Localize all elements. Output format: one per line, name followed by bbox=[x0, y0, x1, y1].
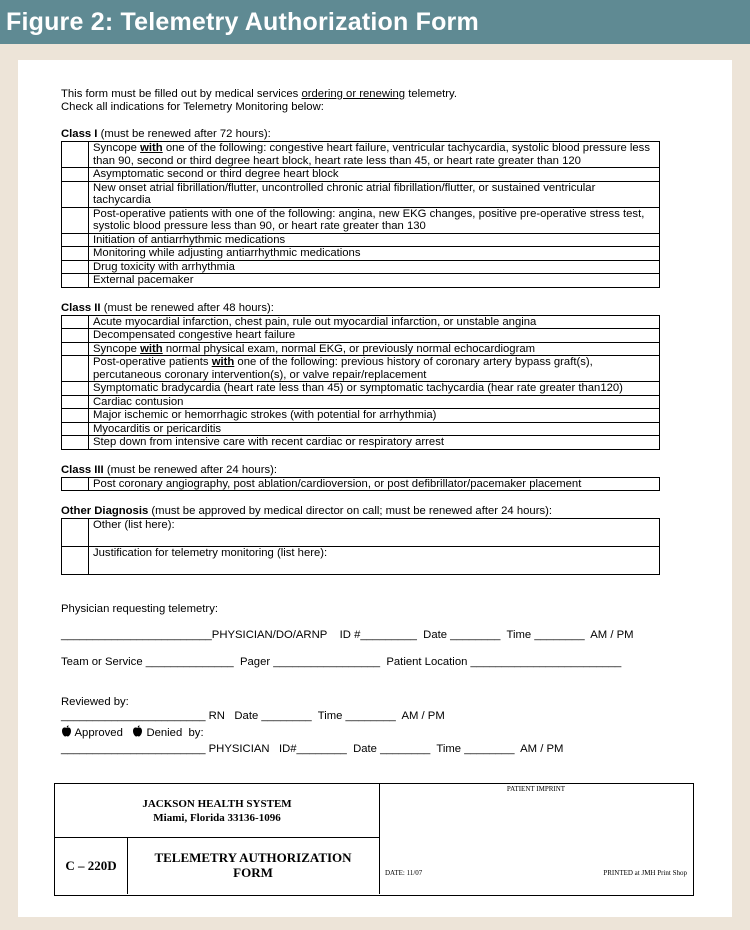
denied-label: Denied bbox=[146, 727, 183, 739]
checkbox-cell[interactable] bbox=[62, 168, 89, 182]
indication-text: Post coronary angiography, post ablation/cardioversion, or post defibrillator/pacemaker placement bbox=[89, 477, 660, 491]
indication-text: Syncope with one of the following: congestive heart failure, ventricular tachycardia, systolic blood pressure less than 90, second or third degree heart block, heart rate less than 45, or heart rate greater than 120 bbox=[89, 142, 660, 168]
organization-address: Miami, Florida 33136-1096 bbox=[153, 812, 281, 824]
table-row bbox=[62, 142, 660, 168]
form-title-line1: TELEMETRY AUTHORIZATION bbox=[154, 850, 352, 865]
checkbox-cell[interactable] bbox=[62, 207, 89, 233]
table-row bbox=[62, 233, 660, 247]
class3-heading: Class III (must be renewed after 24 hours): bbox=[61, 463, 278, 476]
other-heading: Other Diagnosis (must be approved by medical director on call; must be renewed after 24 hours): bbox=[61, 505, 553, 517]
intro-line1-underlined: ordering or renewing bbox=[301, 88, 406, 100]
indication-text: Symptomatic bradycardia (heart rate less than 45) or symptomatic tachycardia (hear rate greater than120) bbox=[89, 382, 660, 396]
form-title-line2: FORM bbox=[233, 865, 273, 880]
indication-text: Step down from intensive care with recent cardiac or respiratory arrest bbox=[89, 436, 660, 450]
apple-icon[interactable] bbox=[132, 725, 143, 737]
apple-icon[interactable] bbox=[61, 725, 72, 737]
indication-text: Acute myocardial infarction, chest pain, rule out myocardial infarction, or unstable angina bbox=[89, 315, 660, 329]
indication-text: New onset atrial fibrillation/flutter, uncontrolled chronic atrial fibrillation/flutter, or sustained ventricular tachycardia bbox=[89, 181, 660, 207]
table-row bbox=[62, 260, 660, 274]
team-service-line[interactable]: Team or Service ______________ Pager _________________ Patient Location ________________________ bbox=[61, 656, 622, 668]
checkbox-cell[interactable] bbox=[62, 315, 89, 329]
intro-line1-end: telemetry. bbox=[405, 88, 457, 100]
table-row bbox=[62, 274, 660, 288]
intro-line1-start: This form must be filled out by medical services bbox=[61, 88, 302, 100]
form-footer bbox=[54, 783, 694, 896]
other-table bbox=[61, 518, 660, 575]
intro-text bbox=[61, 88, 701, 114]
checkbox-cell[interactable] bbox=[62, 329, 89, 343]
indication-text: Post-operative patients with one of the following: angina, new EKG changes, positive pre-operative stress test, systolic blood pressure less than 90, or heart rate greater than 130 bbox=[89, 207, 660, 233]
class1-table bbox=[61, 141, 660, 288]
indication-text: Justification for telemetry monitoring (list here): bbox=[89, 547, 660, 575]
physician-review-line[interactable]: _______________________ PHYSICIAN ID#________ Date ________ Time ________ AM / PM bbox=[61, 743, 564, 755]
requesting-label: Physician requesting telemetry: bbox=[61, 603, 218, 615]
checkbox-cell[interactable] bbox=[62, 260, 89, 274]
table-row bbox=[62, 315, 660, 329]
checkbox-cell[interactable] bbox=[62, 342, 89, 356]
class2-table bbox=[61, 315, 660, 450]
patient-imprint-label: PATIENT IMPRINT bbox=[506, 785, 566, 793]
class2-heading: Class II (must be renewed after 48 hours): bbox=[61, 301, 274, 314]
table-row bbox=[62, 477, 660, 491]
table-row bbox=[62, 395, 660, 409]
checkbox-cell[interactable] bbox=[62, 142, 89, 168]
rn-signature-line[interactable]: _______________________ RN Date ________ Time ________ AM / PM bbox=[61, 710, 445, 722]
form-title bbox=[127, 838, 379, 894]
form-body bbox=[61, 88, 701, 756]
indication-text: Initiation of antiarrhythmic medications bbox=[89, 233, 660, 247]
checkbox-cell[interactable] bbox=[62, 247, 89, 261]
indication-text: Monitoring while adjusting antiarrhythmic medications bbox=[89, 247, 660, 261]
organization-block bbox=[55, 784, 379, 838]
figure-title: Figure 2: Telemetry Authorization Form bbox=[6, 8, 479, 36]
checkbox-cell[interactable] bbox=[62, 356, 89, 382]
figure-title-banner bbox=[0, 0, 750, 44]
table-row bbox=[62, 422, 660, 436]
indication-text: Post-operative patients with one of the following: previous history of coronary artery bypass graft(s), percutaneous coronary intervention(s), or valve repair/replacement bbox=[89, 356, 660, 382]
checkbox-cell[interactable] bbox=[62, 181, 89, 207]
indication-text: Drug toxicity with arrhythmia bbox=[89, 260, 660, 274]
indication-text: Major ischemic or hemorrhagic strokes (with potential for arrhythmia) bbox=[89, 409, 660, 423]
indication-text: Decompensated congestive heart failure bbox=[89, 329, 660, 343]
organization-name: JACKSON HEALTH SYSTEM bbox=[142, 798, 292, 810]
class1-heading: Class I (must be renewed after 72 hours): bbox=[61, 128, 271, 140]
table-row bbox=[62, 356, 660, 382]
table-row bbox=[62, 247, 660, 261]
checkbox-cell[interactable] bbox=[62, 382, 89, 396]
checkbox-cell[interactable] bbox=[62, 395, 89, 409]
checkbox-cell[interactable] bbox=[62, 477, 89, 491]
reviewed-label: Reviewed by: bbox=[61, 696, 129, 708]
table-row bbox=[62, 409, 660, 423]
table-row bbox=[62, 436, 660, 450]
approval-row bbox=[61, 725, 701, 740]
checkbox-cell[interactable] bbox=[62, 409, 89, 423]
form-date: DATE: 11/07 bbox=[385, 869, 423, 877]
printed-note: PRINTED at JMH Print Shop bbox=[603, 869, 687, 877]
indication-text: Syncope with normal physical exam, normal EKG, or previously normal echocardiogram bbox=[89, 342, 660, 356]
indication-text: Asymptomatic second or third degree heart block bbox=[89, 168, 660, 182]
checkbox-cell[interactable] bbox=[62, 547, 89, 575]
indication-text: Myocarditis or pericarditis bbox=[89, 422, 660, 436]
table-row bbox=[62, 342, 660, 356]
checkbox-cell[interactable] bbox=[62, 519, 89, 547]
table-row bbox=[62, 207, 660, 233]
checkbox-cell[interactable] bbox=[62, 233, 89, 247]
table-row bbox=[62, 181, 660, 207]
table-row bbox=[62, 519, 660, 547]
table-row bbox=[62, 329, 660, 343]
table-row bbox=[62, 168, 660, 182]
form-page bbox=[18, 60, 732, 917]
checkbox-cell[interactable] bbox=[62, 274, 89, 288]
approved-label: Approved bbox=[74, 727, 123, 739]
indication-text: External pacemaker bbox=[89, 274, 660, 288]
table-row bbox=[62, 547, 660, 575]
intro-line2: Check all indications for Telemetry Monitoring below: bbox=[61, 101, 324, 113]
class3-table bbox=[61, 477, 660, 492]
indication-text: Cardiac contusion bbox=[89, 395, 660, 409]
indication-text: Other (list here): bbox=[89, 519, 660, 547]
by-label: by: bbox=[182, 727, 204, 739]
table-row bbox=[62, 382, 660, 396]
footer-left bbox=[55, 784, 380, 894]
checkbox-cell[interactable] bbox=[62, 422, 89, 436]
form-code: C – 220D bbox=[55, 838, 128, 894]
checkbox-cell[interactable] bbox=[62, 436, 89, 450]
physician-signature-line[interactable]: ________________________PHYSICIAN/DO/ARNP ID #_________ Date ________ Time ________ AM / PM bbox=[61, 629, 634, 641]
